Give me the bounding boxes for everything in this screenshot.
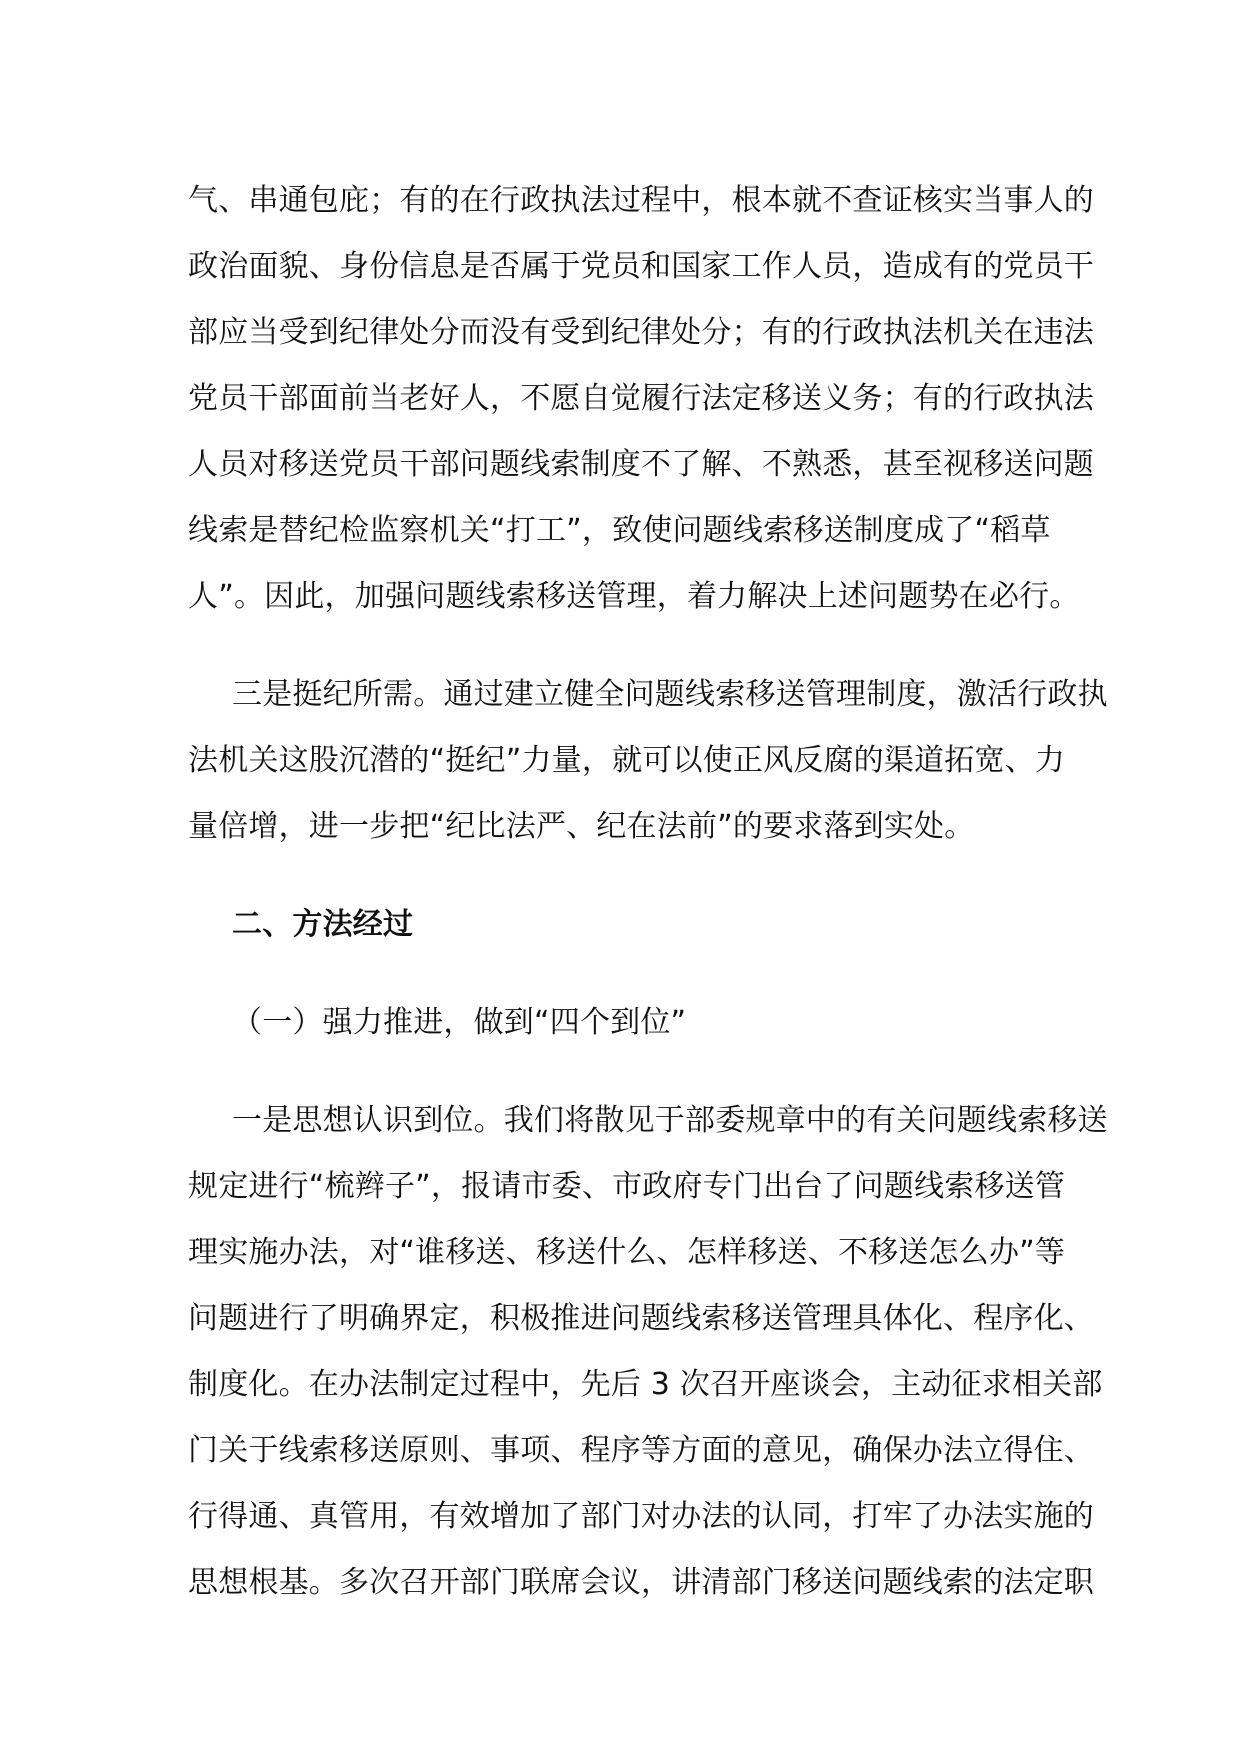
paragraph-gap <box>188 630 1058 662</box>
text-line: 问题进行了明确界定，积极推进问题线索移送管理具体化、程序化、 <box>188 1301 1094 1336</box>
text-line: 一是思想认识到位。我们将散见于部委规章中的有关问题线索移送 <box>232 1103 1108 1138</box>
text-line: 规定进行“梳辫子”，报请市委、市政府专门出台了问题线索移送管 <box>188 1169 1066 1204</box>
text-line: 人”。因此，加强问题线索移送管理，着力解决上述问题势在必行。 <box>188 579 1080 614</box>
document-body <box>188 168 1108 1616</box>
paragraph-1 <box>188 168 1094 630</box>
section-heading: 二、方法经过 <box>232 907 414 942</box>
text-line: 人员对移送党员干部问题线索制度不了解、不熟悉，甚至视移送问题 <box>188 447 1094 482</box>
paragraph-gap <box>188 958 1058 990</box>
text-line: 部应当受到纪律处分而没有受到纪律处分；有的行政执法机关在违法 <box>188 315 1094 350</box>
text-line: 三是挺纪所需。通过建立健全问题线索移送管理制度，激活行政执 <box>232 677 1108 712</box>
subsection-heading: （一）强力推进，做到“四个到位” <box>232 1005 687 1040</box>
text-line: 气、串通包庇；有的在行政执法过程中，根本就不查证核实当事人的 <box>188 183 1094 218</box>
text-line: 门关于线索移送原则、事项、程序等方面的意见，确保办法立得住、 <box>188 1433 1094 1468</box>
paragraph-gap <box>188 1056 1058 1088</box>
text-line: 思想根基。多次召开部门联席会议，讲清部门移送问题线索的法定职 <box>188 1565 1094 1600</box>
text-line: 党员干部面前当老好人，不愿自觉履行法定移送义务；有的行政执法 <box>188 381 1094 416</box>
paragraph-2 <box>188 662 1108 860</box>
text-line: 法机关这股沉潜的“挺纪”力量，就可以使正风反腐的渠道拓宽、力 <box>188 743 1066 778</box>
text-line: 政治面貌、身份信息是否属于党员和国家工作人员，造成有的党员干 <box>188 249 1094 284</box>
text-line: 线索是替纪检监察机关“打工”，致使问题线索移送制度成了“稻草 <box>188 513 1051 548</box>
paragraph-3 <box>188 1088 1108 1616</box>
text-line: 理实施办法，对“谁移送、移送什么、怎样移送、不移送怎么办”等 <box>188 1235 1066 1270</box>
text-line: 行得通、真管用，有效增加了部门对办法的认同，打牢了办法实施的 <box>188 1499 1094 1534</box>
text-line: 量倍增，进一步把“纪比法严、纪在法前”的要求落到实处。 <box>188 809 975 844</box>
paragraph-gap <box>188 860 1058 892</box>
text-line: 制度化。在办法制定过程中，先后 3 次召开座谈会，主动征求相关部 <box>188 1367 1103 1402</box>
